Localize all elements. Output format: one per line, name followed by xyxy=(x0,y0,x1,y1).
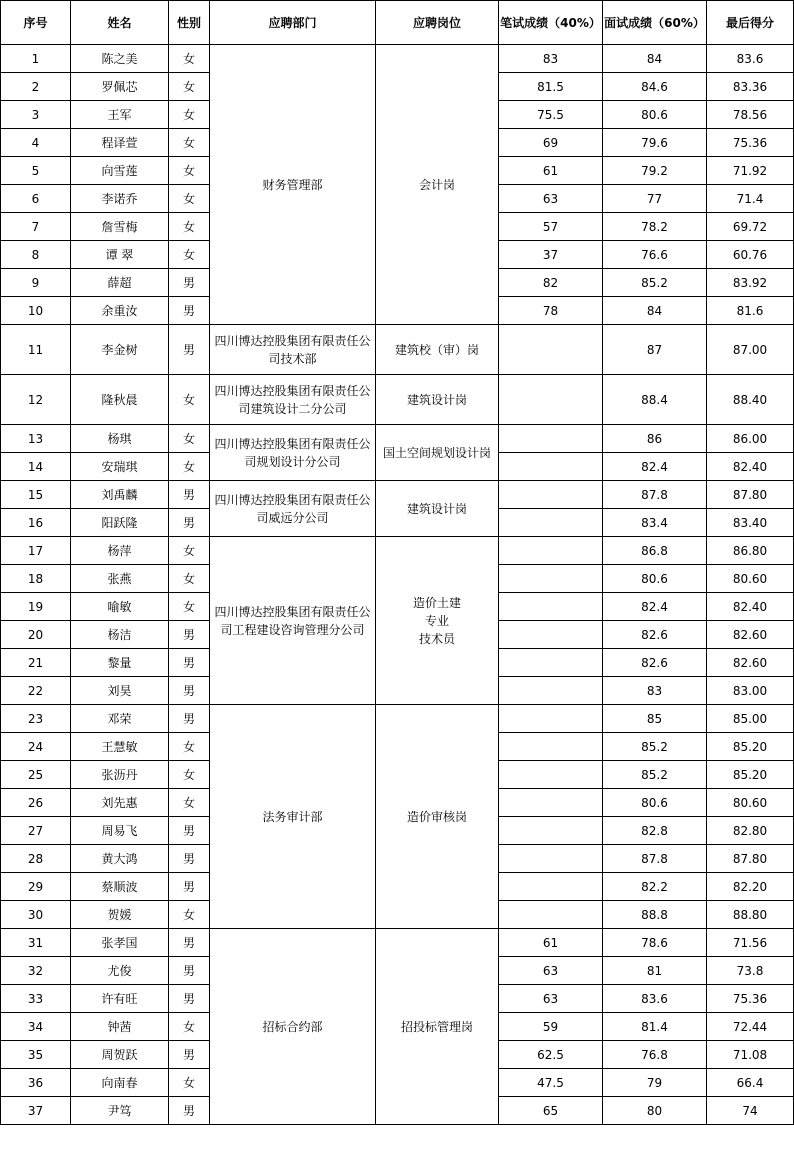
cell-gender: 女 xyxy=(169,213,210,241)
cell-post: 会计岗 xyxy=(376,45,499,325)
cell-gender: 女 xyxy=(169,101,210,129)
cell-no: 33 xyxy=(1,985,71,1013)
cell-no: 9 xyxy=(1,269,71,297)
cell-gender: 女 xyxy=(169,789,210,817)
cell-interview-score: 82.6 xyxy=(603,649,707,677)
cell-name: 许有旺 xyxy=(71,985,169,1013)
cell-gender: 男 xyxy=(169,845,210,873)
cell-written-score: 62.5 xyxy=(499,1041,603,1069)
cell-written-score: 57 xyxy=(499,213,603,241)
cell-final-score: 60.76 xyxy=(707,241,794,269)
cell-gender: 男 xyxy=(169,325,210,375)
cell-no: 12 xyxy=(1,375,71,425)
cell-final-score: 71.56 xyxy=(707,929,794,957)
cell-name: 罗佩芯 xyxy=(71,73,169,101)
cell-final-score: 87.80 xyxy=(707,481,794,509)
cell-final-score: 88.80 xyxy=(707,901,794,929)
cell-interview-score: 82.8 xyxy=(603,817,707,845)
cell-no: 20 xyxy=(1,621,71,649)
cell-interview-score: 88.8 xyxy=(603,901,707,929)
header-final-score: 最后得分 xyxy=(707,1,794,45)
cell-no: 29 xyxy=(1,873,71,901)
cell-gender: 男 xyxy=(169,621,210,649)
cell-written-score xyxy=(499,375,603,425)
cell-written-score xyxy=(499,677,603,705)
cell-name: 邓荣 xyxy=(71,705,169,733)
cell-interview-score: 88.4 xyxy=(603,375,707,425)
header-name: 姓名 xyxy=(71,1,169,45)
cell-interview-score: 80.6 xyxy=(603,565,707,593)
cell-interview-score: 87.8 xyxy=(603,845,707,873)
cell-no: 10 xyxy=(1,297,71,325)
cell-final-score: 83.92 xyxy=(707,269,794,297)
cell-interview-score: 79 xyxy=(603,1069,707,1097)
cell-name: 杨萍 xyxy=(71,537,169,565)
cell-post: 造价审核岗 xyxy=(376,705,499,929)
cell-written-score xyxy=(499,761,603,789)
cell-no: 15 xyxy=(1,481,71,509)
cell-dept: 财务管理部 xyxy=(210,45,376,325)
cell-name: 黄大鸿 xyxy=(71,845,169,873)
cell-gender: 女 xyxy=(169,241,210,269)
cell-no: 37 xyxy=(1,1097,71,1125)
cell-no: 4 xyxy=(1,129,71,157)
cell-no: 1 xyxy=(1,45,71,73)
cell-gender: 男 xyxy=(169,509,210,537)
cell-written-score: 63 xyxy=(499,985,603,1013)
cell-gender: 女 xyxy=(169,45,210,73)
cell-gender: 女 xyxy=(169,537,210,565)
cell-final-score: 85.20 xyxy=(707,733,794,761)
cell-no: 2 xyxy=(1,73,71,101)
cell-gender: 女 xyxy=(169,375,210,425)
cell-written-score xyxy=(499,901,603,929)
cell-name: 李诺乔 xyxy=(71,185,169,213)
cell-gender: 女 xyxy=(169,157,210,185)
cell-dept: 四川博达控股集团有限责任公司规划设计分公司 xyxy=(210,425,376,481)
cell-gender: 女 xyxy=(169,73,210,101)
cell-name: 谭 翠 xyxy=(71,241,169,269)
cell-written-score xyxy=(499,481,603,509)
cell-written-score xyxy=(499,593,603,621)
cell-gender: 女 xyxy=(169,733,210,761)
cell-no: 32 xyxy=(1,957,71,985)
cell-final-score: 81.6 xyxy=(707,297,794,325)
cell-final-score: 82.60 xyxy=(707,649,794,677)
cell-interview-score: 82.2 xyxy=(603,873,707,901)
cell-written-score: 65 xyxy=(499,1097,603,1125)
cell-name: 王军 xyxy=(71,101,169,129)
cell-final-score: 80.60 xyxy=(707,565,794,593)
cell-written-score: 61 xyxy=(499,929,603,957)
cell-final-score: 82.60 xyxy=(707,621,794,649)
cell-dept: 四川博达控股集团有限责任公司技术部 xyxy=(210,325,376,375)
cell-gender: 男 xyxy=(169,1041,210,1069)
cell-interview-score: 80.6 xyxy=(603,101,707,129)
cell-name: 张孝国 xyxy=(71,929,169,957)
cell-written-score: 63 xyxy=(499,185,603,213)
cell-post: 建筑校（审）岗 xyxy=(376,325,499,375)
cell-interview-score: 82.4 xyxy=(603,593,707,621)
cell-written-score xyxy=(499,845,603,873)
cell-interview-score: 81.4 xyxy=(603,1013,707,1041)
cell-post: 建筑设计岗 xyxy=(376,481,499,537)
cell-name: 周易飞 xyxy=(71,817,169,845)
cell-name: 李金树 xyxy=(71,325,169,375)
cell-gender: 女 xyxy=(169,565,210,593)
cell-interview-score: 86 xyxy=(603,425,707,453)
cell-name: 阳跃隆 xyxy=(71,509,169,537)
cell-interview-score: 86.8 xyxy=(603,537,707,565)
cell-gender: 男 xyxy=(169,1097,210,1125)
cell-name: 喻敏 xyxy=(71,593,169,621)
header-dept: 应聘部门 xyxy=(210,1,376,45)
cell-written-score: 59 xyxy=(499,1013,603,1041)
cell-no: 30 xyxy=(1,901,71,929)
cell-post: 造价土建 专业 技术员 xyxy=(376,537,499,705)
cell-written-score xyxy=(499,325,603,375)
cell-final-score: 83.00 xyxy=(707,677,794,705)
cell-final-score: 66.4 xyxy=(707,1069,794,1097)
header-post: 应聘岗位 xyxy=(376,1,499,45)
cell-name: 程译萱 xyxy=(71,129,169,157)
cell-written-score: 78 xyxy=(499,297,603,325)
cell-no: 17 xyxy=(1,537,71,565)
cell-final-score: 86.00 xyxy=(707,425,794,453)
header-interview-score: 面试成绩（60%） xyxy=(603,1,707,45)
cell-post: 建筑设计岗 xyxy=(376,375,499,425)
cell-no: 35 xyxy=(1,1041,71,1069)
cell-interview-score: 79.2 xyxy=(603,157,707,185)
cell-no: 23 xyxy=(1,705,71,733)
table-body xyxy=(1,45,794,1125)
cell-no: 26 xyxy=(1,789,71,817)
header-no: 序号 xyxy=(1,1,71,45)
cell-interview-score: 85.2 xyxy=(603,733,707,761)
cell-written-score: 37 xyxy=(499,241,603,269)
cell-interview-score: 83.4 xyxy=(603,509,707,537)
cell-written-score xyxy=(499,621,603,649)
cell-gender: 女 xyxy=(169,761,210,789)
cell-final-score: 75.36 xyxy=(707,129,794,157)
cell-post: 国土空间规划设计岗 xyxy=(376,425,499,481)
cell-written-score xyxy=(499,649,603,677)
table-row xyxy=(1,929,794,957)
cell-written-score xyxy=(499,509,603,537)
cell-no: 5 xyxy=(1,157,71,185)
cell-written-score: 63 xyxy=(499,957,603,985)
cell-written-score: 83 xyxy=(499,45,603,73)
table-row xyxy=(1,705,794,733)
cell-no: 6 xyxy=(1,185,71,213)
cell-written-score: 75.5 xyxy=(499,101,603,129)
cell-gender: 女 xyxy=(169,453,210,481)
cell-no: 34 xyxy=(1,1013,71,1041)
cell-gender: 女 xyxy=(169,1069,210,1097)
cell-final-score: 82.20 xyxy=(707,873,794,901)
cell-name: 尹笃 xyxy=(71,1097,169,1125)
cell-dept: 招标合约部 xyxy=(210,929,376,1125)
cell-gender: 女 xyxy=(169,129,210,157)
cell-no: 13 xyxy=(1,425,71,453)
cell-written-score xyxy=(499,565,603,593)
cell-no: 11 xyxy=(1,325,71,375)
cell-final-score: 73.8 xyxy=(707,957,794,985)
cell-no: 3 xyxy=(1,101,71,129)
cell-name: 杨琪 xyxy=(71,425,169,453)
cell-name: 刘禹麟 xyxy=(71,481,169,509)
cell-gender: 女 xyxy=(169,1013,210,1041)
cell-written-score xyxy=(499,705,603,733)
header-gender: 性别 xyxy=(169,1,210,45)
cell-gender: 男 xyxy=(169,705,210,733)
cell-final-score: 82.40 xyxy=(707,453,794,481)
cell-no: 14 xyxy=(1,453,71,481)
cell-gender: 男 xyxy=(169,297,210,325)
cell-written-score xyxy=(499,453,603,481)
cell-final-score: 83.40 xyxy=(707,509,794,537)
cell-name: 刘昊 xyxy=(71,677,169,705)
cell-interview-score: 80.6 xyxy=(603,789,707,817)
cell-gender: 男 xyxy=(169,957,210,985)
cell-name: 向南春 xyxy=(71,1069,169,1097)
table-row xyxy=(1,325,794,375)
cell-interview-score: 84 xyxy=(603,297,707,325)
cell-gender: 男 xyxy=(169,269,210,297)
cell-gender: 男 xyxy=(169,817,210,845)
cell-final-score: 83.36 xyxy=(707,73,794,101)
cell-final-score: 80.60 xyxy=(707,789,794,817)
cell-interview-score: 82.4 xyxy=(603,453,707,481)
cell-interview-score: 85.2 xyxy=(603,761,707,789)
cell-name: 詹雪梅 xyxy=(71,213,169,241)
cell-written-score xyxy=(499,425,603,453)
cell-interview-score: 76.6 xyxy=(603,241,707,269)
cell-name: 隆秋晨 xyxy=(71,375,169,425)
cell-final-score: 74 xyxy=(707,1097,794,1125)
cell-name: 向雪莲 xyxy=(71,157,169,185)
cell-no: 16 xyxy=(1,509,71,537)
cell-gender: 女 xyxy=(169,901,210,929)
cell-no: 7 xyxy=(1,213,71,241)
cell-dept: 四川博达控股集团有限责任公司建筑设计二分公司 xyxy=(210,375,376,425)
cell-interview-score: 85 xyxy=(603,705,707,733)
cell-dept: 四川博达控股集团有限责任公司工程建设咨询管理分公司 xyxy=(210,537,376,705)
cell-final-score: 71.92 xyxy=(707,157,794,185)
cell-final-score: 71.08 xyxy=(707,1041,794,1069)
cell-gender: 女 xyxy=(169,185,210,213)
cell-no: 31 xyxy=(1,929,71,957)
cell-final-score: 85.00 xyxy=(707,705,794,733)
cell-gender: 男 xyxy=(169,481,210,509)
cell-name: 黎量 xyxy=(71,649,169,677)
cell-interview-score: 84 xyxy=(603,45,707,73)
cell-no: 28 xyxy=(1,845,71,873)
cell-no: 8 xyxy=(1,241,71,269)
cell-interview-score: 84.6 xyxy=(603,73,707,101)
cell-no: 25 xyxy=(1,761,71,789)
cell-written-score xyxy=(499,537,603,565)
cell-dept: 四川博达控股集团有限责任公司威远分公司 xyxy=(210,481,376,537)
cell-written-score xyxy=(499,733,603,761)
cell-post: 招投标管理岗 xyxy=(376,929,499,1125)
cell-written-score: 61 xyxy=(499,157,603,185)
cell-name: 贺媛 xyxy=(71,901,169,929)
cell-name: 杨洁 xyxy=(71,621,169,649)
cell-final-score: 82.80 xyxy=(707,817,794,845)
cell-no: 24 xyxy=(1,733,71,761)
cell-gender: 女 xyxy=(169,593,210,621)
cell-interview-score: 85.2 xyxy=(603,269,707,297)
cell-gender: 男 xyxy=(169,649,210,677)
cell-written-score: 47.5 xyxy=(499,1069,603,1097)
cell-final-score: 69.72 xyxy=(707,213,794,241)
header-row xyxy=(1,1,794,45)
table-row xyxy=(1,537,794,565)
cell-interview-score: 83 xyxy=(603,677,707,705)
cell-name: 安瑞琪 xyxy=(71,453,169,481)
table-row xyxy=(1,45,794,73)
cell-name: 刘先惠 xyxy=(71,789,169,817)
cell-no: 18 xyxy=(1,565,71,593)
cell-interview-score: 87.8 xyxy=(603,481,707,509)
cell-no: 36 xyxy=(1,1069,71,1097)
cell-interview-score: 77 xyxy=(603,185,707,213)
cell-gender: 女 xyxy=(169,425,210,453)
cell-name: 张燕 xyxy=(71,565,169,593)
table-row xyxy=(1,375,794,425)
cell-interview-score: 87 xyxy=(603,325,707,375)
cell-final-score: 78.56 xyxy=(707,101,794,129)
cell-written-score xyxy=(499,789,603,817)
cell-final-score: 83.6 xyxy=(707,45,794,73)
cell-interview-score: 78.2 xyxy=(603,213,707,241)
cell-gender: 男 xyxy=(169,677,210,705)
cell-final-score: 82.40 xyxy=(707,593,794,621)
cell-name: 余重汝 xyxy=(71,297,169,325)
cell-final-score: 75.36 xyxy=(707,985,794,1013)
cell-name: 蔡顺波 xyxy=(71,873,169,901)
cell-name: 周贺跃 xyxy=(71,1041,169,1069)
cell-name: 陈之美 xyxy=(71,45,169,73)
cell-written-score: 82 xyxy=(499,269,603,297)
cell-final-score: 86.80 xyxy=(707,537,794,565)
cell-final-score: 87.80 xyxy=(707,845,794,873)
cell-interview-score: 81 xyxy=(603,957,707,985)
cell-interview-score: 83.6 xyxy=(603,985,707,1013)
cell-final-score: 85.20 xyxy=(707,761,794,789)
cell-no: 19 xyxy=(1,593,71,621)
cell-written-score: 81.5 xyxy=(499,73,603,101)
cell-name: 尤俊 xyxy=(71,957,169,985)
cell-name: 薛超 xyxy=(71,269,169,297)
cell-interview-score: 78.6 xyxy=(603,929,707,957)
cell-final-score: 88.40 xyxy=(707,375,794,425)
table-row xyxy=(1,425,794,453)
cell-no: 22 xyxy=(1,677,71,705)
cell-interview-score: 80 xyxy=(603,1097,707,1125)
cell-gender: 男 xyxy=(169,985,210,1013)
cell-no: 27 xyxy=(1,817,71,845)
table-row xyxy=(1,481,794,509)
cell-name: 张沥丹 xyxy=(71,761,169,789)
cell-interview-score: 82.6 xyxy=(603,621,707,649)
cell-dept: 法务审计部 xyxy=(210,705,376,929)
cell-interview-score: 76.8 xyxy=(603,1041,707,1069)
cell-final-score: 71.4 xyxy=(707,185,794,213)
cell-interview-score: 79.6 xyxy=(603,129,707,157)
cell-no: 21 xyxy=(1,649,71,677)
cell-written-score xyxy=(499,873,603,901)
cell-written-score: 69 xyxy=(499,129,603,157)
cell-final-score: 72.44 xyxy=(707,1013,794,1041)
cell-gender: 男 xyxy=(169,873,210,901)
cell-name: 钟茜 xyxy=(71,1013,169,1041)
cell-written-score xyxy=(499,817,603,845)
header-written-score: 笔试成绩（40%） xyxy=(499,1,603,45)
cell-final-score: 87.00 xyxy=(707,325,794,375)
cell-gender: 男 xyxy=(169,929,210,957)
cell-name: 王慧敏 xyxy=(71,733,169,761)
